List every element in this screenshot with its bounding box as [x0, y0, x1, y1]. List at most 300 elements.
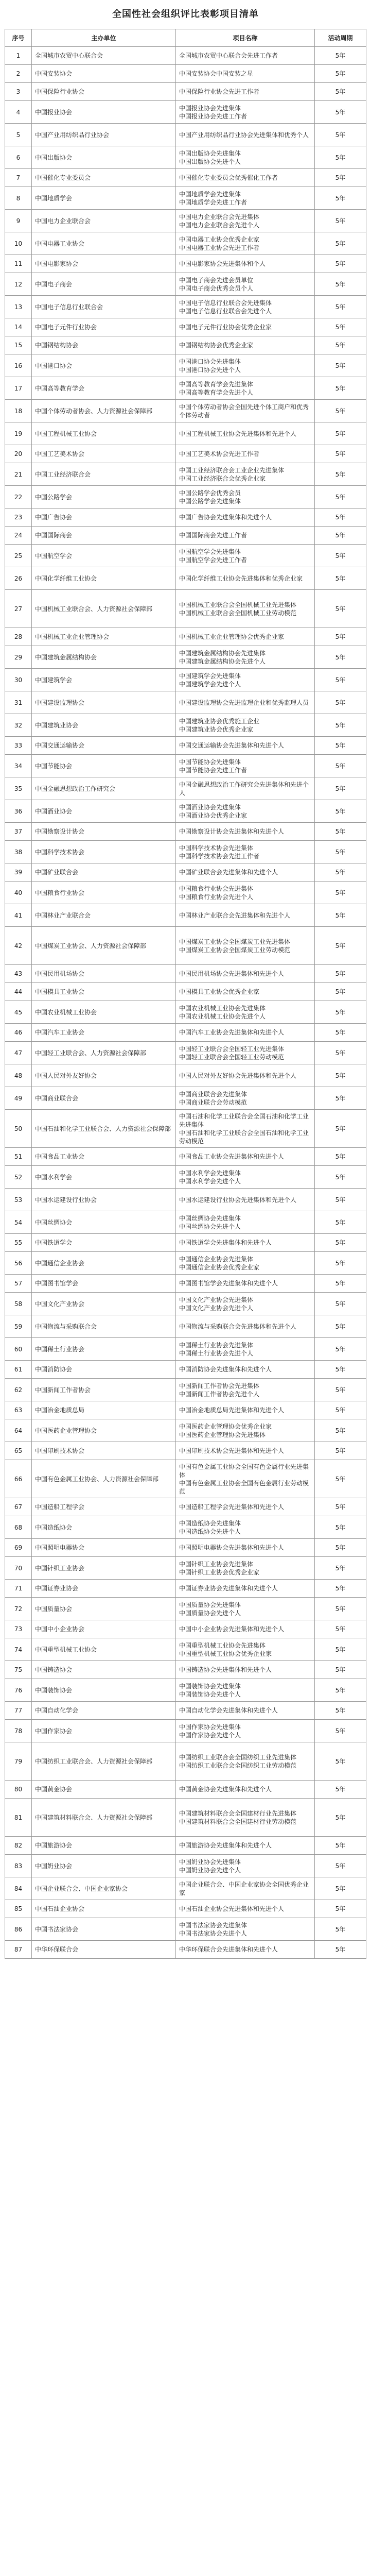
cell-item-line: 中国造船工程学会先进集体和先进个人	[179, 1503, 285, 1511]
cell-items	[176, 124, 315, 146]
cell-no: 86	[5, 1918, 32, 1941]
cell-items	[176, 336, 315, 354]
cell-no: 77	[5, 1702, 32, 1720]
cell-cycle: 5年	[315, 445, 366, 463]
cell-no: 31	[5, 691, 32, 714]
cell-org: 中国航空学会	[32, 545, 176, 567]
cell-item-line: 中国公路学会优秀会员	[179, 489, 241, 497]
cell-item-line: 中国机械工业联合会全国机械工业劳动模范	[179, 609, 297, 617]
cell-cycle: 5年	[315, 169, 366, 187]
cell-cycle: 5年	[315, 463, 366, 486]
cell-no: 69	[5, 1539, 32, 1557]
cell-items	[176, 1361, 315, 1379]
cell-item-line: 中国冶金地质总局先进集体和先进个人	[179, 1406, 285, 1414]
cell-cycle: 5年	[315, 1900, 366, 1918]
cell-org: 中国印刷技术协会	[32, 1442, 176, 1460]
cell-item-line: 中国林业产业联合会先进集体和先进个人	[179, 911, 291, 919]
cell-item-line: 中国通信企业协会先进集体	[179, 1255, 254, 1263]
cell-items	[176, 1516, 315, 1539]
cell-org: 全国城市农贸中心联合会	[32, 47, 176, 65]
cell-item-line: 中国出版协会先进个人	[179, 158, 241, 165]
cell-item-line: 中国建设监理协会先进监理企业和优秀监理人员	[179, 699, 309, 706]
cell-org: 中国地质学会	[32, 187, 176, 210]
table-row	[5, 927, 366, 965]
cell-items	[176, 567, 315, 590]
cell-item-line: 中国电子信息行业联合会先进集体	[179, 299, 272, 307]
cell-cycle: 5年	[315, 628, 366, 646]
cell-items	[176, 1620, 315, 1638]
cell-item-line: 中国物流与采购联合会先进集体和先进个人	[179, 1323, 297, 1330]
cell-org: 中国稀土行业协会	[32, 1338, 176, 1361]
cell-no: 30	[5, 669, 32, 691]
table-row	[5, 169, 366, 187]
table-row	[5, 1110, 366, 1148]
cell-cycle: 5年	[315, 1166, 366, 1189]
cell-item-line: 中国丝绸协会先进集体	[179, 1214, 241, 1222]
cell-org: 中国水利学会	[32, 1166, 176, 1189]
cell-no: 82	[5, 1837, 32, 1855]
cell-org: 中国林业产业联合会	[32, 904, 176, 927]
cell-item-line: 中国电器工业协会优秀企业家	[179, 235, 260, 243]
cell-no: 14	[5, 318, 32, 336]
cell-cycle: 5年	[315, 509, 366, 527]
cell-org: 中国煤炭工业协会、人力资源社会保障部	[32, 927, 176, 965]
cell-org: 中国机械工业企业管理协会	[32, 628, 176, 646]
cell-no: 34	[5, 755, 32, 777]
table-row	[5, 1900, 366, 1918]
cell-no: 45	[5, 1001, 32, 1024]
table-row	[5, 65, 366, 83]
cell-items	[176, 1598, 315, 1620]
cell-cycle: 5年	[315, 1001, 366, 1024]
cell-items	[176, 545, 315, 567]
cell-item-line: 中国电子信息行业联合会先进个人	[179, 307, 272, 315]
cell-item-line: 中国煤炭工业协会全国煤炭工业劳动模范	[179, 946, 291, 954]
cell-item-line: 中国高等教育学会先进集体	[179, 380, 254, 388]
table-row	[5, 1252, 366, 1275]
cell-item-line: 中国商业联合会先进集体	[179, 1090, 248, 1098]
table-row	[5, 1702, 366, 1720]
cell-no: 33	[5, 737, 32, 755]
cell-item-line: 中国电力企业联合会先进集体	[179, 213, 260, 221]
cell-items	[176, 1837, 315, 1855]
cell-org: 中国水运建设行业协会	[32, 1189, 176, 1211]
cell-no: 85	[5, 1900, 32, 1918]
cell-item-line: 中国节能协会先进集体	[179, 758, 241, 766]
table-row	[5, 983, 366, 1001]
table-row	[5, 1799, 366, 1837]
cell-cycle: 5年	[315, 882, 366, 904]
table-row	[5, 646, 366, 669]
cell-org: 中国个体劳动者协会、人力资源社会保障部	[32, 400, 176, 422]
cell-item-line: 中国纺织工业联合会全国纺织工业先进集体	[179, 1753, 297, 1761]
cell-no: 58	[5, 1293, 32, 1315]
cell-no: 84	[5, 1877, 32, 1900]
cell-org: 中国石油和化学工业联合会、人力资源社会保障部	[32, 1110, 176, 1148]
cell-items	[176, 1900, 315, 1918]
cell-item-line: 中国工程机械工业协会先进集体和先进个人	[179, 430, 297, 437]
cell-no: 48	[5, 1064, 32, 1087]
cell-org: 中国针织工业协会	[32, 1557, 176, 1580]
cell-items	[176, 210, 315, 232]
cell-items	[176, 422, 315, 445]
cell-no: 73	[5, 1620, 32, 1638]
cell-org: 中国铁道学会	[32, 1234, 176, 1252]
table-row	[5, 1679, 366, 1702]
cell-org: 中国造船工程学会	[32, 1498, 176, 1516]
cell-cycle: 5年	[315, 545, 366, 567]
table-row	[5, 755, 366, 777]
cell-org: 中国公路学会	[32, 486, 176, 509]
table-row	[5, 1189, 366, 1211]
cell-cycle: 5年	[315, 1620, 366, 1638]
cell-org: 中国装饰协会	[32, 1679, 176, 1702]
cell-item-line: 中国企业联合会、中国企业家协会全国优秀企业家	[179, 1880, 309, 1896]
cell-item-line: 中国机械工业企业管理协会优秀企业家	[179, 633, 285, 640]
cell-cycle: 5年	[315, 1275, 366, 1293]
cell-org: 中国农业机械工业协会	[32, 1001, 176, 1024]
table-row	[5, 1837, 366, 1855]
cell-items	[176, 1877, 315, 1900]
cell-cycle: 5年	[315, 1855, 366, 1877]
cell-item-line: 中国建筑金属结构协会先进个人	[179, 657, 266, 665]
table-row	[5, 527, 366, 545]
table-row	[5, 400, 366, 422]
cell-items	[176, 1580, 315, 1598]
cell-item-line: 中国电子元件行业协会优秀企业家	[179, 324, 272, 331]
cell-org: 中国人民对外友好协会	[32, 1064, 176, 1087]
cell-cycle: 5年	[315, 232, 366, 255]
cell-org: 中国通信企业协会	[32, 1252, 176, 1275]
cell-org: 中国医药企业管理协会	[32, 1419, 176, 1442]
cell-item-line: 中国证券业协会先进集体和先进个人	[179, 1585, 278, 1592]
cell-item-line: 中国电器工业协会先进工作者	[179, 244, 260, 251]
cell-no: 2	[5, 65, 32, 83]
cell-org: 中国造纸协会	[32, 1516, 176, 1539]
table-row	[5, 1401, 366, 1419]
cell-no: 87	[5, 1941, 32, 1959]
table-row	[5, 336, 366, 354]
cell-no: 52	[5, 1166, 32, 1189]
cell-no: 21	[5, 463, 32, 486]
cell-items	[176, 1419, 315, 1442]
cell-items	[176, 169, 315, 187]
cell-org: 中国电子商会	[32, 273, 176, 296]
cell-item-line: 中国建筑业协会优秀企业家	[179, 725, 254, 733]
cell-cycle: 5年	[315, 273, 366, 296]
cell-no: 61	[5, 1361, 32, 1379]
table-row	[5, 1442, 366, 1460]
table-row	[5, 273, 366, 296]
cell-items	[176, 628, 315, 646]
table-row	[5, 1918, 366, 1941]
cell-items	[176, 737, 315, 755]
cell-item-line: 中国催化专业委员会优秀催化工作者	[179, 174, 278, 181]
cell-cycle: 5年	[315, 646, 366, 669]
cell-cycle: 5年	[315, 1252, 366, 1275]
cell-no: 83	[5, 1855, 32, 1877]
table-row	[5, 1379, 366, 1401]
table-row	[5, 187, 366, 210]
cell-org: 中华环保联合会	[32, 1941, 176, 1959]
cell-items	[176, 1781, 315, 1799]
cell-no: 38	[5, 841, 32, 863]
cell-items	[176, 983, 315, 1001]
cell-item-line: 中国建筑材料联合会全国建材行业先进集体	[179, 1809, 297, 1817]
table-row	[5, 691, 366, 714]
cell-no: 28	[5, 628, 32, 646]
cell-item-line: 中国广告协会先进集体和先进个人	[179, 514, 272, 521]
cell-no: 80	[5, 1781, 32, 1799]
cell-no: 5	[5, 124, 32, 146]
cell-item-line: 中国质量协会先进个人	[179, 1609, 241, 1617]
cell-org: 中国证券业协会	[32, 1580, 176, 1598]
cell-no: 11	[5, 255, 32, 273]
cell-no: 76	[5, 1679, 32, 1702]
cell-org: 中国粮食行业协会	[32, 882, 176, 904]
cell-items	[176, 927, 315, 965]
table-row	[5, 232, 366, 255]
cell-cycle: 5年	[315, 83, 366, 101]
cell-items	[176, 146, 315, 169]
table-row	[5, 1539, 366, 1557]
cell-items	[176, 882, 315, 904]
cell-items	[176, 47, 315, 65]
cell-org: 中国建筑材料联合会、人力资源社会保障部	[32, 1799, 176, 1837]
cell-no: 35	[5, 777, 32, 800]
cell-cycle: 5年	[315, 255, 366, 273]
cell-cycle: 5年	[315, 1338, 366, 1361]
cell-org: 中国冶金地质总局	[32, 1401, 176, 1419]
cell-no: 9	[5, 210, 32, 232]
cell-cycle: 5年	[315, 590, 366, 628]
cell-items	[176, 1401, 315, 1419]
cell-items	[176, 527, 315, 545]
cell-org: 中国图书馆学会	[32, 1275, 176, 1293]
cell-no: 44	[5, 983, 32, 1001]
cell-item-line: 中国照明电器协会先进集体和先进个人	[179, 1544, 285, 1551]
cell-no: 12	[5, 273, 32, 296]
cell-item-line: 中国机械工业联合会全国机械工业先进集体	[179, 601, 297, 608]
cell-item-line: 中国医药企业管理协会优秀企业家	[179, 1422, 272, 1430]
cell-no: 25	[5, 545, 32, 567]
table-row	[5, 1275, 366, 1293]
cell-org: 中国工程机械工业协会	[32, 422, 176, 445]
table-row	[5, 210, 366, 232]
cell-item-line: 中国建筑材料联合会全国建材行业劳动模范	[179, 1818, 297, 1825]
table-row	[5, 296, 366, 318]
cell-cycle: 5年	[315, 65, 366, 83]
cell-item-line: 中国稀土行业协会先进个人	[179, 1349, 254, 1357]
cell-items	[176, 1189, 315, 1211]
cell-no: 41	[5, 904, 32, 927]
cell-item-line: 中国造纸协会先进集体	[179, 1519, 241, 1527]
table-row	[5, 1557, 366, 1580]
table-row	[5, 146, 366, 169]
cell-cycle: 5年	[315, 904, 366, 927]
cell-cycle: 5年	[315, 422, 366, 445]
cell-items	[176, 1338, 315, 1361]
table-row	[5, 1620, 366, 1638]
cell-org: 中国新闻工作者协会	[32, 1379, 176, 1401]
cell-items	[176, 101, 315, 124]
cell-item-line: 中国石油和化学工业联合会全国石油和化学工业先进集体	[179, 1112, 309, 1128]
cell-items	[176, 669, 315, 691]
cell-cycle: 5年	[315, 210, 366, 232]
table-row	[5, 1742, 366, 1781]
cell-no: 62	[5, 1379, 32, 1401]
table-row	[5, 545, 366, 567]
cell-items	[176, 1064, 315, 1087]
cell-items	[176, 841, 315, 863]
cell-items	[176, 646, 315, 669]
cell-items	[176, 755, 315, 777]
awards-table	[5, 29, 366, 1959]
cell-item-line: 中国公路学会先进集体	[179, 497, 241, 505]
cell-item-line: 中国粮食行业协会先进集体	[179, 885, 254, 892]
cell-item-line: 中国自动化学会先进集体和先进个人	[179, 1707, 278, 1714]
cell-cycle: 5年	[315, 965, 366, 983]
cell-cycle: 5年	[315, 714, 366, 737]
cell-items	[176, 1211, 315, 1234]
cell-cycle: 5年	[315, 1638, 366, 1661]
cell-items	[176, 1720, 315, 1742]
cell-item-line: 中国水运建设行业协会先进集体和先进个人	[179, 1196, 297, 1204]
cell-no: 3	[5, 83, 32, 101]
cell-items	[176, 445, 315, 463]
table-row	[5, 445, 366, 463]
cell-item-line: 中国食品工业协会先进集体和先进个人	[179, 1153, 285, 1160]
table-row	[5, 669, 366, 691]
cell-org: 中国物流与采购联合会	[32, 1315, 176, 1338]
cell-item-line: 中国地质学会先进工作者	[179, 198, 248, 206]
cell-org: 中国港口协会	[32, 354, 176, 377]
cell-item-line: 中国医药企业管理协会先进集体	[179, 1431, 266, 1438]
cell-no: 22	[5, 486, 32, 509]
table-row	[5, 422, 366, 445]
cell-item-line: 中国地质学会先进集体	[179, 190, 241, 198]
cell-no: 42	[5, 927, 32, 965]
cell-cycle: 5年	[315, 823, 366, 841]
cell-no: 17	[5, 377, 32, 400]
table-row	[5, 965, 366, 983]
cell-item-line: 中国人民对外友好协会先进集体和先进个人	[179, 1072, 297, 1079]
table-row	[5, 1148, 366, 1166]
cell-org: 中国民用机场协会	[32, 965, 176, 983]
cell-cycle: 5年	[315, 527, 366, 545]
cell-no: 16	[5, 354, 32, 377]
cell-org: 中国模具工业协会	[32, 983, 176, 1001]
cell-cycle: 5年	[315, 1661, 366, 1679]
table-row	[5, 1580, 366, 1598]
cell-cycle: 5年	[315, 336, 366, 354]
cell-org: 中国重型机械工业协会	[32, 1638, 176, 1661]
cell-cycle: 5年	[315, 1557, 366, 1580]
table-row	[5, 486, 366, 509]
table-row	[5, 882, 366, 904]
cell-org: 中国建筑业协会	[32, 714, 176, 737]
cell-items	[176, 1460, 315, 1498]
table-row	[5, 1638, 366, 1661]
cell-cycle: 5年	[315, 400, 366, 422]
cell-cycle: 5年	[315, 1918, 366, 1941]
cell-cycle: 5年	[315, 800, 366, 823]
cell-no: 54	[5, 1211, 32, 1234]
cell-no: 71	[5, 1580, 32, 1598]
cell-org: 中国文化产业协会	[32, 1293, 176, 1315]
cell-item-line: 中国奶业协会先进个人	[179, 1866, 241, 1874]
cell-no: 72	[5, 1598, 32, 1620]
table-row	[5, 1166, 366, 1189]
cell-org: 中国工艺美术协会	[32, 445, 176, 463]
cell-items	[176, 1252, 315, 1275]
cell-no: 36	[5, 800, 32, 823]
cell-no: 81	[5, 1799, 32, 1837]
cell-cycle: 5年	[315, 1064, 366, 1087]
cell-item-line: 中国石油企业协会先进集体和先进个人	[179, 1905, 285, 1912]
cell-no: 18	[5, 400, 32, 422]
cell-item-line: 中国纺织工业联合会全国纺织工业劳动模范	[179, 1761, 297, 1769]
cell-no: 24	[5, 527, 32, 545]
cell-item-line: 中国电力企业联合会先进个人	[179, 221, 260, 229]
table-row	[5, 714, 366, 737]
table-row	[5, 1087, 366, 1110]
cell-items	[176, 1110, 315, 1148]
cell-no: 15	[5, 336, 32, 354]
cell-no: 46	[5, 1024, 32, 1042]
table-row	[5, 1338, 366, 1361]
cell-item-line: 中国稀土行业协会先进集体	[179, 1341, 254, 1349]
cell-items	[176, 1799, 315, 1837]
cell-no: 75	[5, 1661, 32, 1679]
cell-cycle: 5年	[315, 146, 366, 169]
cell-org: 中国催化专业委员会	[32, 169, 176, 187]
cell-cycle: 5年	[315, 1293, 366, 1315]
cell-item-line: 中国国际商会先进工作者	[179, 532, 248, 539]
cell-item-line: 中国建筑学会先进集体	[179, 672, 241, 680]
cell-items	[176, 965, 315, 983]
cell-cycle: 5年	[315, 1379, 366, 1401]
table-row	[5, 590, 366, 628]
table-row	[5, 509, 366, 527]
cell-items	[176, 509, 315, 527]
cell-item-line: 中国科学技术协会先进工作者	[179, 852, 260, 860]
cell-items	[176, 354, 315, 377]
cell-org: 中国商业联合会	[32, 1087, 176, 1110]
table-row	[5, 1877, 366, 1900]
cell-no: 79	[5, 1742, 32, 1781]
cell-items	[176, 1166, 315, 1189]
cell-org: 中国国际商会	[32, 527, 176, 545]
cell-item-line: 中国化学纤维工业协会先进集体和优秀企业家	[179, 574, 303, 582]
table-row	[5, 1234, 366, 1252]
cell-item-line: 中国报业协会先进集体	[179, 104, 241, 112]
cell-item-line: 中国保险行业协会先进工作者	[179, 88, 260, 95]
cell-items	[176, 1293, 315, 1315]
cell-item-line: 中国工业经济联合会优秀企业家	[179, 474, 266, 482]
cell-item-line: 中国装饰协会先进个人	[179, 1690, 241, 1698]
cell-org: 中国电子信息行业联合会	[32, 296, 176, 318]
cell-no: 49	[5, 1087, 32, 1110]
cell-cycle: 5年	[315, 1234, 366, 1252]
cell-items	[176, 1379, 315, 1401]
cell-items	[176, 1001, 315, 1024]
cell-no: 39	[5, 863, 32, 882]
cell-cycle: 5年	[315, 1361, 366, 1379]
cell-item-line: 中国轻工业联合会全国轻工业劳动模范	[179, 1053, 285, 1061]
cell-item-line: 中国航空学会先进工作者	[179, 556, 248, 564]
table-row	[5, 354, 366, 377]
